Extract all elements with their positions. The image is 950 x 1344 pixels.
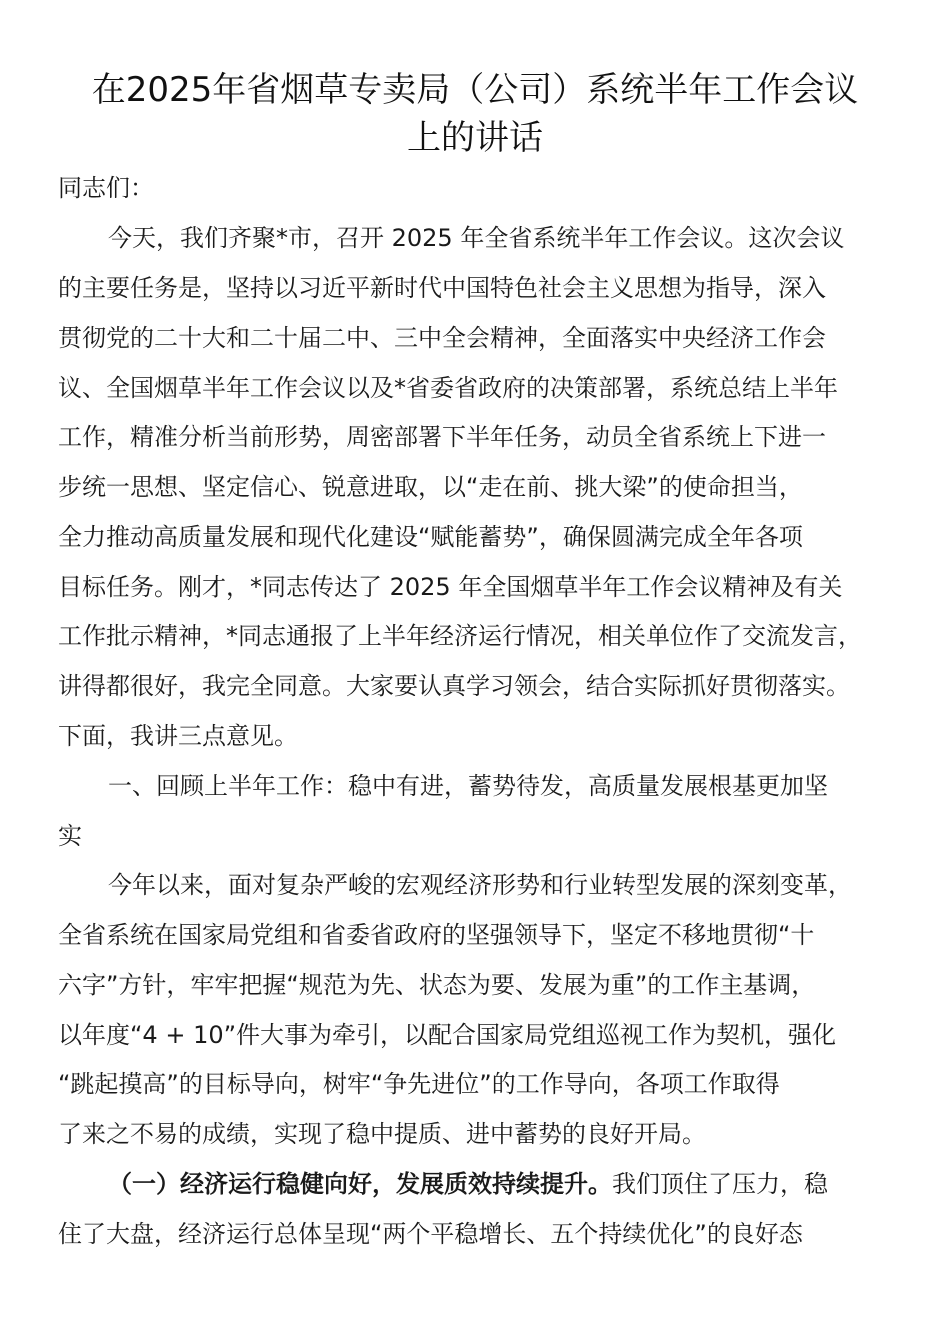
paragraph-line: 以年度“4 + 10”件大事为牵引，以配合国家局党组巡视工作为契机，强化 [58,1021,837,1049]
section-heading-line: 一、回顾上半年工作：稳中有进，蓄势待发，高质量发展根基更加坚 [108,772,828,800]
paragraph-line: 讲得都很好，我完全同意。大家要认真学习领会，结合实际抓好贯彻落实。 [58,672,850,700]
document-title-line-1: 在2025年省烟草专卖局（公司）系统半年工作会议 [91,70,859,110]
salutation: 同志们： [58,174,154,202]
paragraph-line: 贯彻党的二十大和二十届二中、三中全会精神，全面落实中央经济工作会 [58,324,826,352]
paragraph-line: 今天，我们齐聚*市，召开 2025 年全省系统半年工作会议。这次会议 [108,224,845,252]
paragraph-line: 目标任务。刚才，*同志传达了 2025 年全国烟草半年工作会议精神及有关 [58,573,843,601]
paragraph-line: 住了大盘，经济运行总体呈现“两个平稳增长、五个持续优化”的良好态 [58,1220,803,1248]
paragraph-line: 工作批示精神，*同志通报了上半年经济运行情况，相关单位作了交流发言， [58,622,862,650]
document-title-line-2: 上的讲话 [407,118,543,158]
subheading-bold: （一）经济运行稳健向好，发展质效持续提升。 [108,1170,612,1198]
paragraph-line: “跳起摸高”的目标导向，树牢“争先进位”的工作导向，各项工作取得 [58,1070,780,1098]
paragraph-line: 今年以来，面对复杂严峻的宏观经济形势和行业转型发展的深刻变革， [108,871,852,899]
paragraph-line: 步统一思想、坚定信心、锐意进取，以“走在前、挑大梁”的使命担当， [58,473,803,501]
subheading-line [108,1168,828,1200]
paragraph-line: 下面，我讲三点意见。 [58,722,298,750]
paragraph-line: 工作，精准分析当前形势，周密部署下半年任务，动员全省系统上下进一 [58,423,826,451]
paragraph-line: 六字”方针，牢牢把握“规范为先、状态为要、发展为重”的工作主基调， [58,971,816,999]
paragraph-line: 议、全国烟草半年工作会议以及*省委省政府的决策部署，系统总结上半年 [58,374,838,402]
section-heading-line: 实 [58,822,82,850]
paragraph-line: 了来之不易的成绩，实现了稳中提质、进中蓄势的良好开局。 [58,1120,706,1148]
paragraph-line: 全力推动高质量发展和现代化建设“赋能蓄势”，确保圆满完成全年各项 [58,523,803,551]
paragraph-line: 全省系统在国家局党组和省委省政府的坚强领导下，坚定不移地贯彻“十 [58,921,815,949]
subheading-rest: 我们顶住了压力，稳 [612,1170,828,1198]
paragraph-line: 的主要任务是，坚持以习近平新时代中国特色社会主义思想为指导，深入 [58,274,826,302]
